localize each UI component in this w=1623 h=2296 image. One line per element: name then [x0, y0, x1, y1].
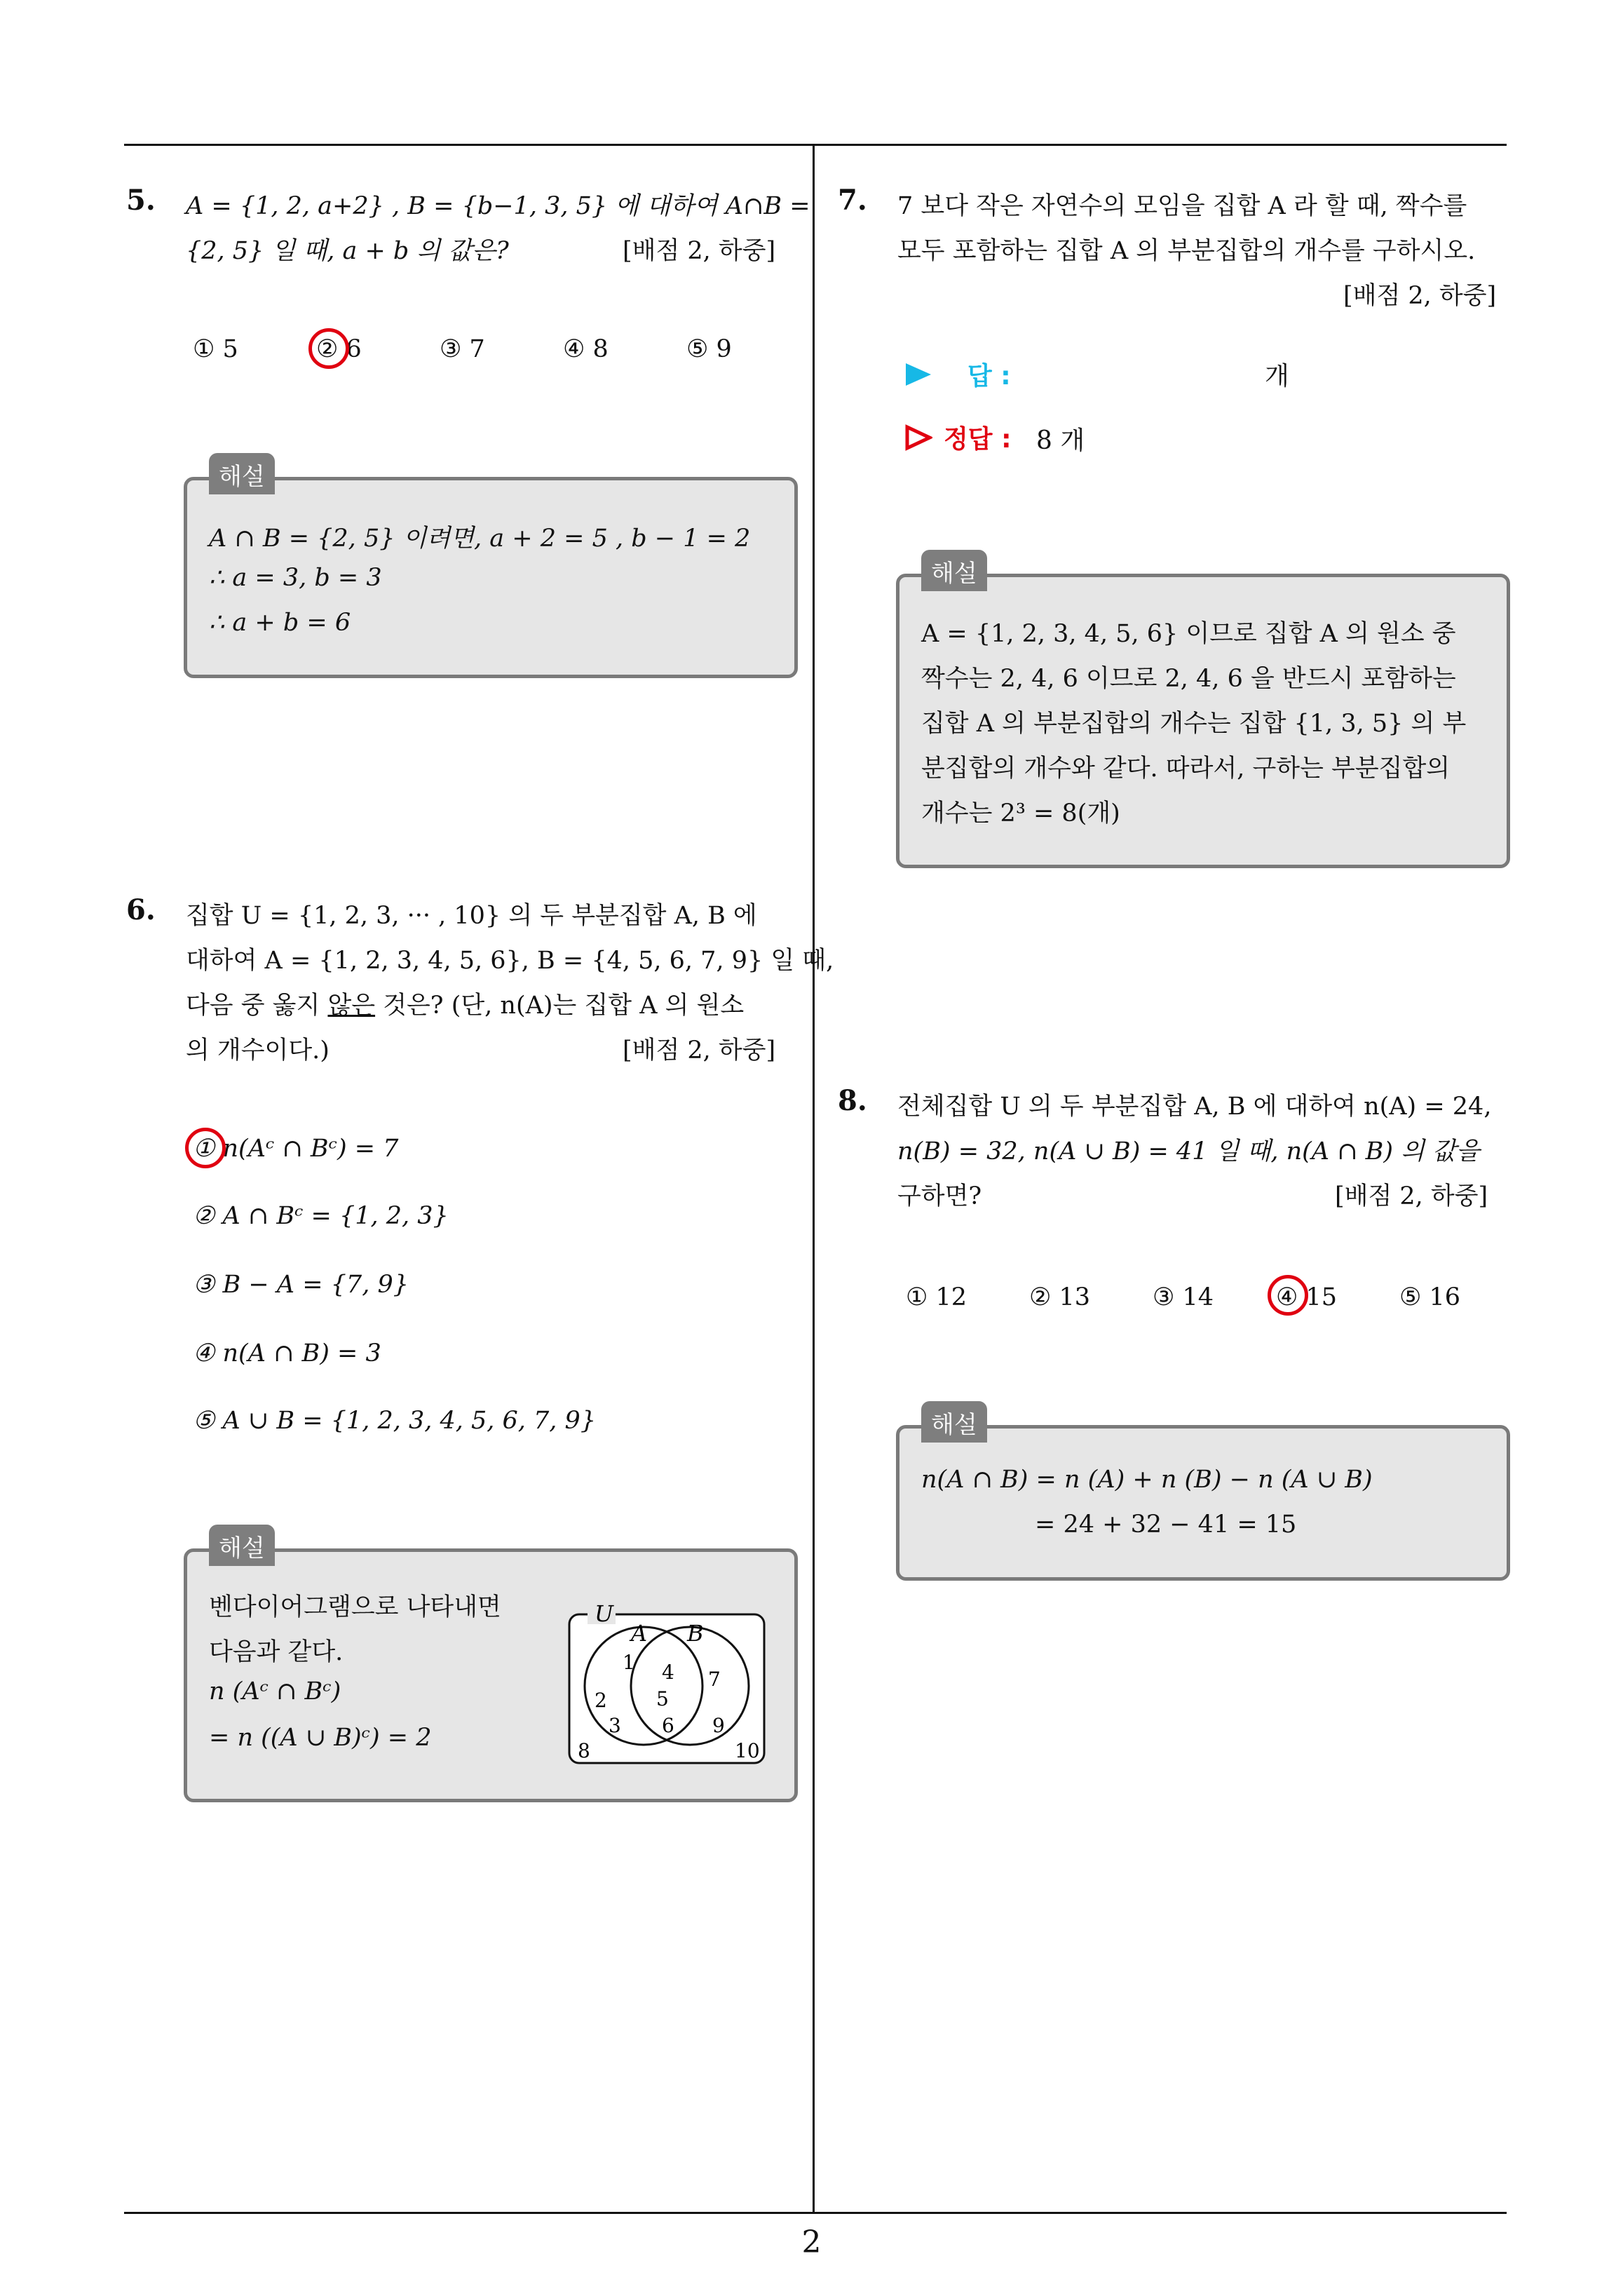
answer-option-5[interactable]: ⑤ 9	[686, 335, 732, 363]
solution-line: A ∩ B = {2, 5} 이려면, a + 2 = 5 , b − 1 = 2	[209, 525, 751, 553]
solution-tab: 해설	[209, 1525, 275, 1566]
score-tag: [배점 2, 하중]	[623, 1036, 776, 1065]
answer-option-5[interactable]: ⑤ A ∪ B = {1, 2, 3, 4, 5, 6, 7, 9}	[193, 1407, 597, 1435]
venn-element: 6	[662, 1714, 674, 1737]
solution-line: ∴ a = 3, b = 3	[209, 564, 382, 592]
selected-answer-circle	[1268, 1275, 1308, 1316]
answer-option-2[interactable]: ② 6	[316, 335, 362, 363]
solution-line: n(A ∩ B) = n (A) + n (B) − n (A ∪ B)	[921, 1466, 1373, 1494]
answer-option-1[interactable]: ① 12	[906, 1283, 967, 1311]
solution-line: 벤다이어그램으로 나타내면	[209, 1593, 501, 1621]
answer-play-icon	[904, 360, 932, 389]
venn-universe-label: U	[595, 1600, 613, 1627]
question-text-line	[186, 986, 744, 1021]
solution-line: A = {1, 2, 3, 4, 5, 6} 이므로 집합 A 의 원소 중	[921, 620, 1456, 648]
page-number: 2	[801, 2224, 822, 2260]
question-text-line: 집합 U = {1, 2, 3, ··· , 10} 의 두 부분집합 A, B 에	[186, 902, 757, 930]
question-text-line: 7 보다 작은 자연수의 모임을 집합 A 라 할 때, 짝수를	[897, 192, 1467, 220]
answer-option-3[interactable]: ③ 14	[1153, 1283, 1214, 1311]
answer-option-3[interactable]: ③ 7	[440, 335, 485, 363]
answer-unit[interactable]: 개	[1265, 362, 1289, 391]
venn-element: 7	[708, 1668, 721, 1691]
venn-set-a-label: A	[631, 1620, 648, 1647]
answer-option-1[interactable]: ① 5	[193, 335, 238, 363]
score-tag: [배점 2, 하중]	[1343, 282, 1497, 310]
solution-line: n (Aᶜ ∩ Bᶜ)	[209, 1677, 341, 1706]
solution-line: 개수는 2³ = 8(개)	[921, 799, 1120, 828]
score-tag: [배점 2, 하중]	[623, 237, 776, 265]
correct-answer-value: 8 개	[1036, 426, 1085, 455]
venn-element: 3	[609, 1714, 621, 1737]
venn-element: 4	[662, 1661, 674, 1684]
solution-tab: 해설	[921, 550, 987, 591]
answer-label: 답 :	[967, 362, 1011, 391]
question-text-line: 전체집합 U 의 두 부분집합 A, B 에 대하여 n(A) = 24,	[897, 1093, 1492, 1121]
selected-answer-circle	[185, 1128, 226, 1168]
question-text-line: 모두 포함하는 집합 A 의 부분집합의 개수를 구하시오.	[897, 237, 1476, 265]
venn-element: 5	[656, 1687, 669, 1710]
text-fragment: 것은? (단, n(A)는 집합 A 의 원소	[375, 992, 745, 1020]
question-text-line: n(B) = 32, n(A ∪ B) = 41 일 때, n(A ∩ B) 의 값을	[897, 1137, 1480, 1166]
answer-option-4[interactable]: ④ n(A ∩ B) = 3	[193, 1339, 381, 1368]
top-rule	[124, 144, 1507, 146]
question-text-line: A = {1, 2, a+2} , B = {b−1, 3, 5} 에 대하여 A∩B =	[186, 192, 810, 220]
question-number: 5.	[126, 184, 156, 217]
venn-element: 9	[712, 1714, 725, 1737]
column-divider	[813, 144, 815, 2213]
correct-answer-label: 정답 :	[944, 425, 1012, 454]
solution-line: ∴ a + b = 6	[209, 609, 351, 637]
question-text-line: 구하면?	[897, 1182, 982, 1210]
correct-answer-icon	[904, 424, 932, 452]
question-text-line: 의 개수이다.)	[186, 1036, 330, 1065]
solution-line: 분집합의 개수와 같다. 따라서, 구하는 부분집합의	[921, 755, 1451, 783]
answer-option-5[interactable]: ⑤ 16	[1399, 1283, 1461, 1311]
answer-option-4[interactable]: ④ 15	[1276, 1283, 1338, 1311]
bottom-rule	[124, 2212, 1507, 2214]
solution-line: 짝수는 2, 4, 6 이므로 2, 4, 6 을 반드시 포함하는	[921, 665, 1456, 693]
emphasis-underline: 않은	[327, 992, 376, 1020]
venn-element: 10	[735, 1739, 760, 1762]
text-fragment: 다음 중 옳지	[186, 992, 328, 1020]
venn-set-b-label: B	[687, 1620, 704, 1647]
answer-option-4[interactable]: ④ 8	[563, 335, 609, 363]
venn-diagram	[566, 1598, 767, 1766]
solution-tab: 해설	[209, 453, 275, 494]
solution-line: = 24 + 32 − 41 = 15	[1035, 1511, 1297, 1539]
venn-element: 2	[595, 1689, 607, 1712]
question-number: 6.	[126, 893, 156, 926]
answer-option-1[interactable]: ① n(Aᶜ ∩ Bᶜ) = 7	[193, 1135, 399, 1163]
solution-tab: 해설	[921, 1401, 987, 1443]
solution-box	[896, 1425, 1510, 1581]
answer-option-2[interactable]: ② A ∩ Bᶜ = {1, 2, 3}	[193, 1202, 449, 1230]
question-number: 8.	[838, 1084, 867, 1117]
question-text-line: 대하여 A = {1, 2, 3, 4, 5, 6}, B = {4, 5, 6, 7, 9} 일 때,	[186, 947, 834, 975]
question-text-line: {2, 5} 일 때, a + b 의 값은?	[186, 237, 509, 265]
solution-line: = n ((A ∪ B)ᶜ) = 2	[209, 1724, 432, 1752]
answer-option-3[interactable]: ③ B − A = {7, 9}	[193, 1271, 409, 1299]
venn-element: 1	[623, 1651, 635, 1674]
score-tag: [배점 2, 하중]	[1335, 1182, 1488, 1210]
solution-line: 집합 A 의 부분집합의 개수는 집합 {1, 3, 5} 의 부	[921, 710, 1467, 738]
venn-element: 8	[578, 1739, 590, 1762]
question-number: 7.	[838, 184, 867, 217]
answer-option-2[interactable]: ② 13	[1029, 1283, 1091, 1311]
selected-answer-circle	[308, 328, 349, 369]
solution-line: 다음과 같다.	[209, 1638, 344, 1666]
